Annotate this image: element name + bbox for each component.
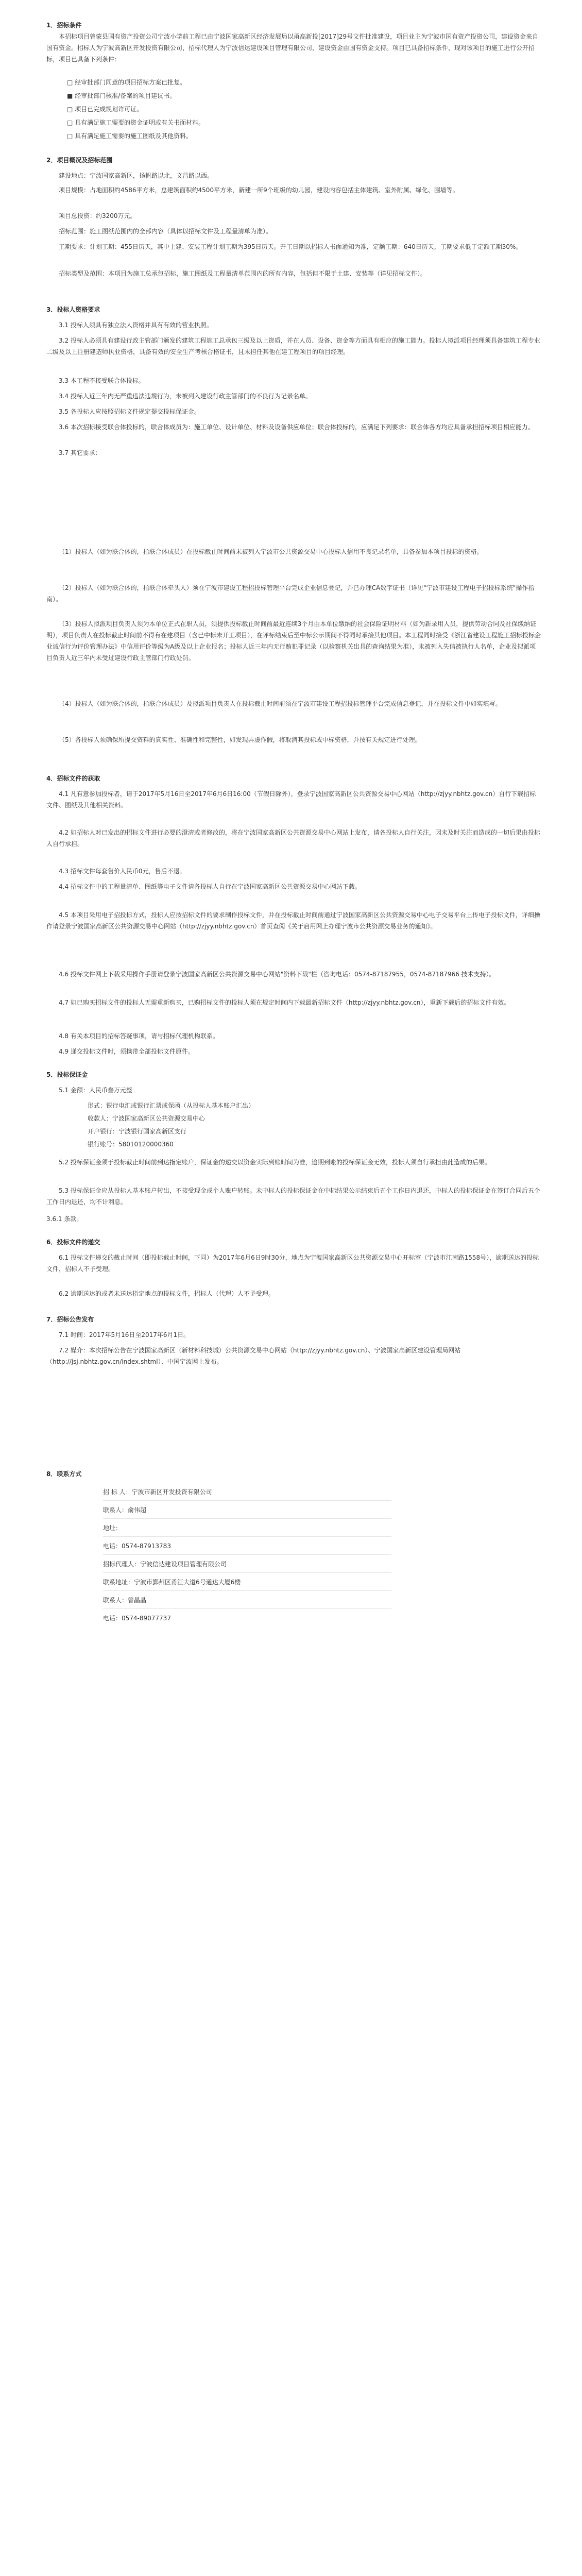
- option-2: ■ 经审批部门核准/备案的项目建议书。: [67, 92, 176, 99]
- divider: [103, 1500, 391, 1501]
- section-1-title: 1．招标条件: [46, 22, 82, 29]
- agent-name: 招标代理人：宁波信达建设项目管理有限公司: [103, 1561, 227, 1568]
- tender-type: 招标类型及范围：本项目为施工总承包招标，施工图纸及工程量清单范围内的所有内容，包括但不限于土建、安装等（详见招标文件）。: [59, 270, 427, 277]
- qualification-3-4: 3.4 投标人近三年内无严重违法违规行为，未被列入建设行政主管部门的不良行为记录名单。: [59, 393, 312, 400]
- project-investment: 项目总投资：约3200万元。: [59, 212, 136, 219]
- deposit-form: 形式：银行电汇或银行汇票或保函（从投标人基本账户汇出）: [88, 1102, 255, 1109]
- section-2-title: 2．项目概况及招标范围: [46, 157, 113, 164]
- qualification-3-3: 3.3 本工程不接受联合体投标。: [59, 377, 145, 384]
- doc-4-2: 4.2 如招标人对已发出的招标文件进行必要的澄清或者修改的，将在宁波国家高新区公共资源交易中心网站上发布，请各投标人自行关注，因未及时关注而造成的一切后果由投标人自行承担。: [46, 829, 540, 848]
- tenderer-phone: 电话：0574-87913783: [103, 1543, 171, 1550]
- divider: [103, 1572, 391, 1573]
- submission-6-2: 6.2 逾期送达的或者未送达指定地点的投标文件，招标人（代理）人不予受理。: [59, 1290, 275, 1297]
- qualification-3-1: 3.1 投标人须具有独立法人资格并具有有效的营业执照。: [59, 321, 213, 329]
- deposit-payee: 收款人：宁波国家高新区公共资源交易中心: [88, 1115, 206, 1122]
- option-5: □ 具有满足施工需要的施工图纸及其他资料。: [67, 132, 193, 140]
- tenderer-address: 地址：: [103, 1524, 122, 1532]
- agent-phone: 电话：0574-89077737: [103, 1615, 171, 1622]
- deposit-bank: 开户银行：宁波银行国家高新区支行: [88, 1128, 187, 1135]
- section-4-title: 4．招标文件的获取: [46, 775, 100, 782]
- deposit-ref: 3.6.1 条款。: [46, 1215, 83, 1223]
- divider: [103, 1536, 391, 1537]
- tender-scope: 招标范围：施工图纸范围内的全部内容（具体以招标文件及工程量清单为准）。: [59, 228, 272, 235]
- deposit-5-2: 5.2 投标保证金须于投标截止时间前到达指定账户，保证金的递交以资金实际到账时间为准，逾期到账的投标保证金无效，投标人须自行承担由此造成的后果。: [59, 1159, 491, 1166]
- other-requirement-2: （2）投标人（如为联合体的，指联合体牵头人）须在宁波市建设工程招投标管理平台完成企业信息登记，并已办理CA数字证书（详见"宁波市建设工程电子招投标系统"操作指南）。: [46, 584, 535, 603]
- divider: [103, 1518, 391, 1519]
- section-8-title: 8．联系方式: [46, 1470, 82, 1478]
- section-6-title: 6．投标文件的递交: [46, 1239, 100, 1246]
- agent-address: 联系地址：宁波市鄞州区甬江大道6号通达大厦6楼: [103, 1579, 241, 1586]
- qualification-3-2: 3.2 投标人必须具有建设行政主管部门颁发的建筑工程施工总承包三级及以上资质，并在人员、设备、资金等方面具有相应的施工能力。投标人拟派项目经理须具备建筑工程专业二级及以上注册建造师执业资格，具备有效的安全生产考核合格证书，且未担任其他在建工程项目的项目经理。: [46, 337, 540, 355]
- divider: [103, 1554, 391, 1555]
- section-5-title: 5．投标保证金: [46, 1071, 88, 1078]
- other-requirement-3: （3）投标人拟派项目负责人须为本单位正式在职人员，须提供投标截止时间前最近连续3个月由本单位缴纳的社会保险证明材料（如为新录用人员，提供劳动合同及社保缴纳证明），项目负责人在投标截止时间前不得有在建项目（含已中标未开工项目），在评标结束后至中标公示期间不得同时承接其他项目。本工程同时接受《浙江省建设工程施工招标投标企业诚信行为评价管理办法》中信用评价等级为A级及以上企业报名；投标人近三年内无行贿犯罪记录（以检察机关出具的查询结果为准），未被列入失信被执行人名单，企业及拟派项目负责人近三年内未受过建设行政主管部门行政处罚。: [46, 620, 541, 662]
- doc-4-5: 4.5 本项目采用电子招投标方式，投标人应按招标文件的要求制作投标文件，并在投标截止时间前通过宁波国家高新区公共资源交易中心电子交易平台上传电子投标文件，详细操作请登录宁波国家高新区公共资源交易中心网站（http://zjyy.nbhtz.gov.cn）首页查阅《关于启用网上办理宁波市公共资源交易业务的通知》。: [46, 911, 540, 930]
- option-1: □ 经审批部门同意的项目招标方案已批复。: [67, 79, 186, 86]
- doc-4-6: 4.6 投标文件网上下载采用操作手册请登录宁波国家高新区公共资源交易中心网站"资料下载"栏（咨询电话：0574-87187955，0574-87187966 技术支持）。: [59, 971, 495, 978]
- doc-4-4: 4.4 招标文件中的工程量清单、图纸等电子文件请各投标人自行在宁波国家高新区公共资源交易中心网站下载。: [59, 883, 361, 890]
- qualification-3-6: 3.6 本次招标接受联合体投标的，联合体成员为：施工单位、设计单位、材料及设备供应单位；联合体投标的，应满足下列要求：联合体各方均应具备承担招标项目相应能力。: [59, 423, 534, 431]
- submission-6-1: 6.1 投标文件递交的截止时间（即投标截止时间，下同）为2017年6月6日9时30分，地点为宁波国家高新区公共资源交易中心开标室（宁波市江南路1558号），逾期送达的投标文件，招标人不予受理。: [46, 1254, 539, 1273]
- doc-4-1: 4.1 凡有意参加投标者，请于2017年5月16日至2017年6月6日16:00（节假日除外），登录宁波国家高新区公共资源交易中心网站（http://zjyy.nbhtz.gov.cn）自行下载招标文件、图纸及其他相关资料。: [46, 790, 536, 809]
- tenderer-person: 联系人：俞伟超: [103, 1506, 147, 1514]
- doc-4-3: 4.3 招标文件每套售价人民币0元，售后不退。: [59, 868, 186, 875]
- other-requirement-4: （4）投标人（如为联合体的，指联合体成员）及拟派项目负责人在投标截止时间前须在宁波市建设工程招投标管理平台完成信息登记，并在投标文件中如实填写。: [59, 700, 502, 707]
- other-requirement-5: （5）各投标人须确保所提交资料的真实性、准确性和完整性，如发现弄虚作假，将取消其投标或中标资格，并按有关规定进行处理。: [59, 736, 421, 743]
- section-1-body: 本招标项目曾蒙县国有资产投资公司宁波小学前工程已由宁波国家高新区经济发展局以甬高新投[2017]29号文件批准建设，项目业主为宁波市国有资产投资公司，建设资金来自国有资金。招标人为宁波高新区开发投资有限公司，招标代理人为宁波信达建设项目管理有限公司，建设资金由国有资金支持。项目已具备招标条件，现对该项目的施工进行公开招标，项目已具备下列条件：: [46, 33, 539, 63]
- announcement-7-2: 7.2 媒介：本次招标公告在宁波国家高新区（新材料科技城）公共资源交易中心网站（http://zjyy.nbhtz.gov.cn）、宁波国家高新区建设管理局网站（http://jsj.nbhtz.gov.cn/index.shtml）、中国宁波网上发布。: [46, 1347, 461, 1365]
- tenderer-name: 招 标 人：宁波市新区开发投资有限公司: [103, 1488, 212, 1496]
- divider: [103, 1608, 391, 1609]
- deposit-amount: 5.1 金额：人民币叁万元整: [59, 1087, 132, 1094]
- doc-4-8: 4.8 有关本项目的招标答疑事项，请与招标代理机构联系。: [59, 1032, 219, 1040]
- deposit-5-3: 5.3 投标保证金应从投标人基本账户转出，不接受现金或个人账户转账。未中标人的投标保证金在中标结果公示结束后五个工作日内退还，中标人的投标保证金在签订合同后五个工作日内退还，均不计利息。: [46, 1187, 540, 1206]
- project-scale: 项目规模：占地面积约4586平方米，总建筑面积约4500平方米，新建一所9个班级的幼儿园，建设内容包括主体建筑、室外附属、绿化、围墙等。: [59, 187, 459, 194]
- deposit-account: 银行账号：58010120000360: [88, 1141, 174, 1148]
- doc-4-9: 4.9 递交投标文件时，须携带全部投标文件原件。: [59, 1048, 194, 1055]
- qualification-3-7: 3.7 其它要求：: [59, 449, 101, 456]
- qualification-3-5: 3.5 各投标人应按照招标文件规定提交投标保证金。: [59, 408, 200, 415]
- other-requirement-1: （1）投标人（如为联合体的，指联合体成员）在投标截止时间前未被列入宁波市公共资源交易中心投标人信用不良记录名单，具备参加本项目投标的资格。: [59, 548, 483, 555]
- section-7-title: 7．招标公告发布: [46, 1316, 94, 1323]
- option-3: □ 项目已完成规划许可证。: [67, 106, 143, 113]
- section-3-title: 3．投标人资格要求: [46, 306, 100, 313]
- divider: [103, 1590, 391, 1591]
- doc-4-7: 4.7 如已购买招标文件的投标人无需重新购买，已购招标文件的投标人须在规定时间内下载最新招标文件（http://zjyy.nbhtz.gov.cn），重新下载后的招标文件有效。: [59, 999, 510, 1006]
- schedule: 工期要求：计划工期：455日历天，其中土建、安装工程计划工期为395日历天。开工日期以招标人书面通知为准，定额工期：640日历天，工期要求低于定额工期30%。: [59, 243, 522, 250]
- agent-person: 联系人：曾晶晶: [103, 1597, 147, 1604]
- project-location: 建设地点：宁波国家高新区，扬帆路以北，文昌路以西。: [59, 172, 214, 179]
- option-4: □ 具有满足施工需要的资金证明或有关书面材料。: [67, 119, 205, 126]
- announcement-7-1: 7.1 时间：2017年5月16日至2017年6月1日。: [59, 1331, 190, 1338]
